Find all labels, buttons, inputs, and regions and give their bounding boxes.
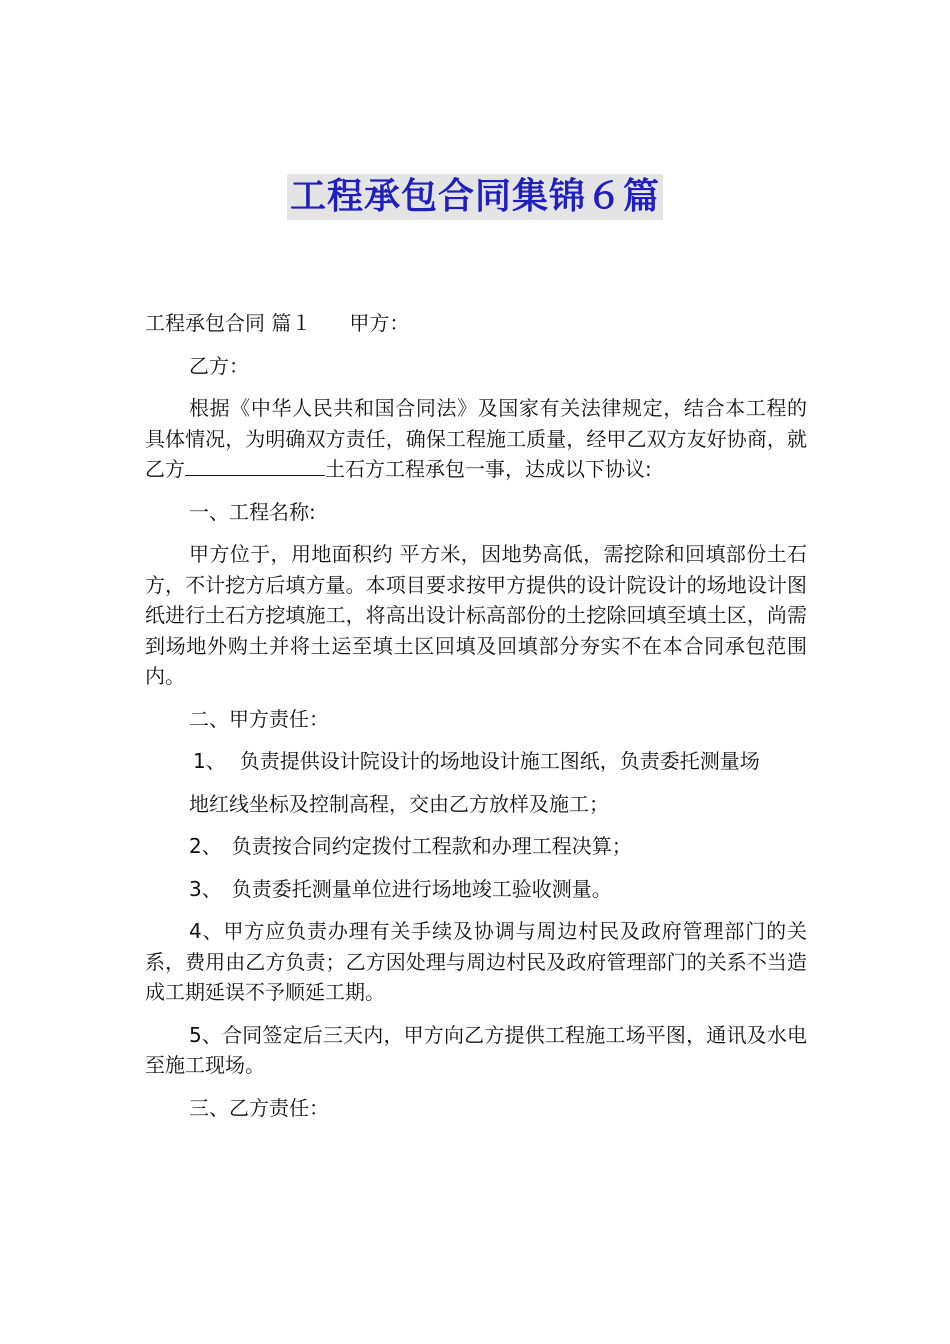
item-2-number: 2、 <box>189 834 222 858</box>
document-title-text: 工程承包合同集锦６篇 <box>287 174 663 220</box>
contract-heading-line <box>145 308 807 339</box>
intro-after-blank: 土石方工程承包一事，达成以下协议: <box>325 457 652 481</box>
item-2-text: 负责按合同约定拨付工程款和办理工程决算； <box>231 834 632 858</box>
document-body <box>145 308 807 1135</box>
item-1-number: 1、 <box>193 749 226 773</box>
section1-title: 一、工程名称: <box>189 499 316 524</box>
intro-paragraph <box>145 393 807 485</box>
party-a-item-2 <box>145 831 807 862</box>
contract-heading: 工程承包合同 篇１ <box>145 311 312 335</box>
item-1-text: 负责提供设计院设计的场地设计施工图纸，负责委托测量场 <box>239 749 760 773</box>
party-a-item-3 <box>145 874 807 905</box>
section2-title: 二、甲方责任： <box>189 706 329 731</box>
party-b-label: 乙方： <box>189 353 249 378</box>
document-title <box>0 174 950 220</box>
item-3-text: 负责委托测量单位进行场地竣工验收测量。 <box>231 876 612 901</box>
intro-before-blank: 根据《中华人民共和国合同法》及国家有关法律规定，结合本工程的具体情况，为明确双方责任，确保工程施工质量，经甲乙双方友好协商，就乙方 <box>145 396 807 481</box>
item-3-number: 3、 <box>189 876 222 901</box>
party-a-item-1-continued: 地红线坐标及控制高程，交由乙方放样及施工； <box>189 791 609 816</box>
party-a-item-5: 5、合同签定后三天内，甲方向乙方提供工程施工场平图，通讯及水电至施工现场。 <box>145 1022 807 1077</box>
party-b-line <box>145 351 807 382</box>
party-a-item-4: 4、甲方应负责办理有关手续及协调与周边村民及政府管理部门的关系，费用由乙方负责；乙方因处理与周边村民及政府管理部门的关系不当造成工期延误不予顺延工期。 <box>145 919 807 1004</box>
section3-title: 三、乙方责任： <box>189 1095 329 1120</box>
party-a-item-1 <box>145 746 807 777</box>
fill-in-blank <box>185 457 325 476</box>
party-a-label: 甲方： <box>349 311 410 335</box>
section1-paragraph: 甲方位于，用地面积约 平方米，因地势高低，需挖除和回填部份土石方，不计挖方后填方量。本项目要求按甲方提供的设计院设计的场地设计图纸进行土石方挖填施工，将高出设计标高部份的土挖除回填至填土区，尚需到场地外购土并将土运至填土区回填及回填部分夯实不在本合同承包范围内。 <box>145 542 807 688</box>
